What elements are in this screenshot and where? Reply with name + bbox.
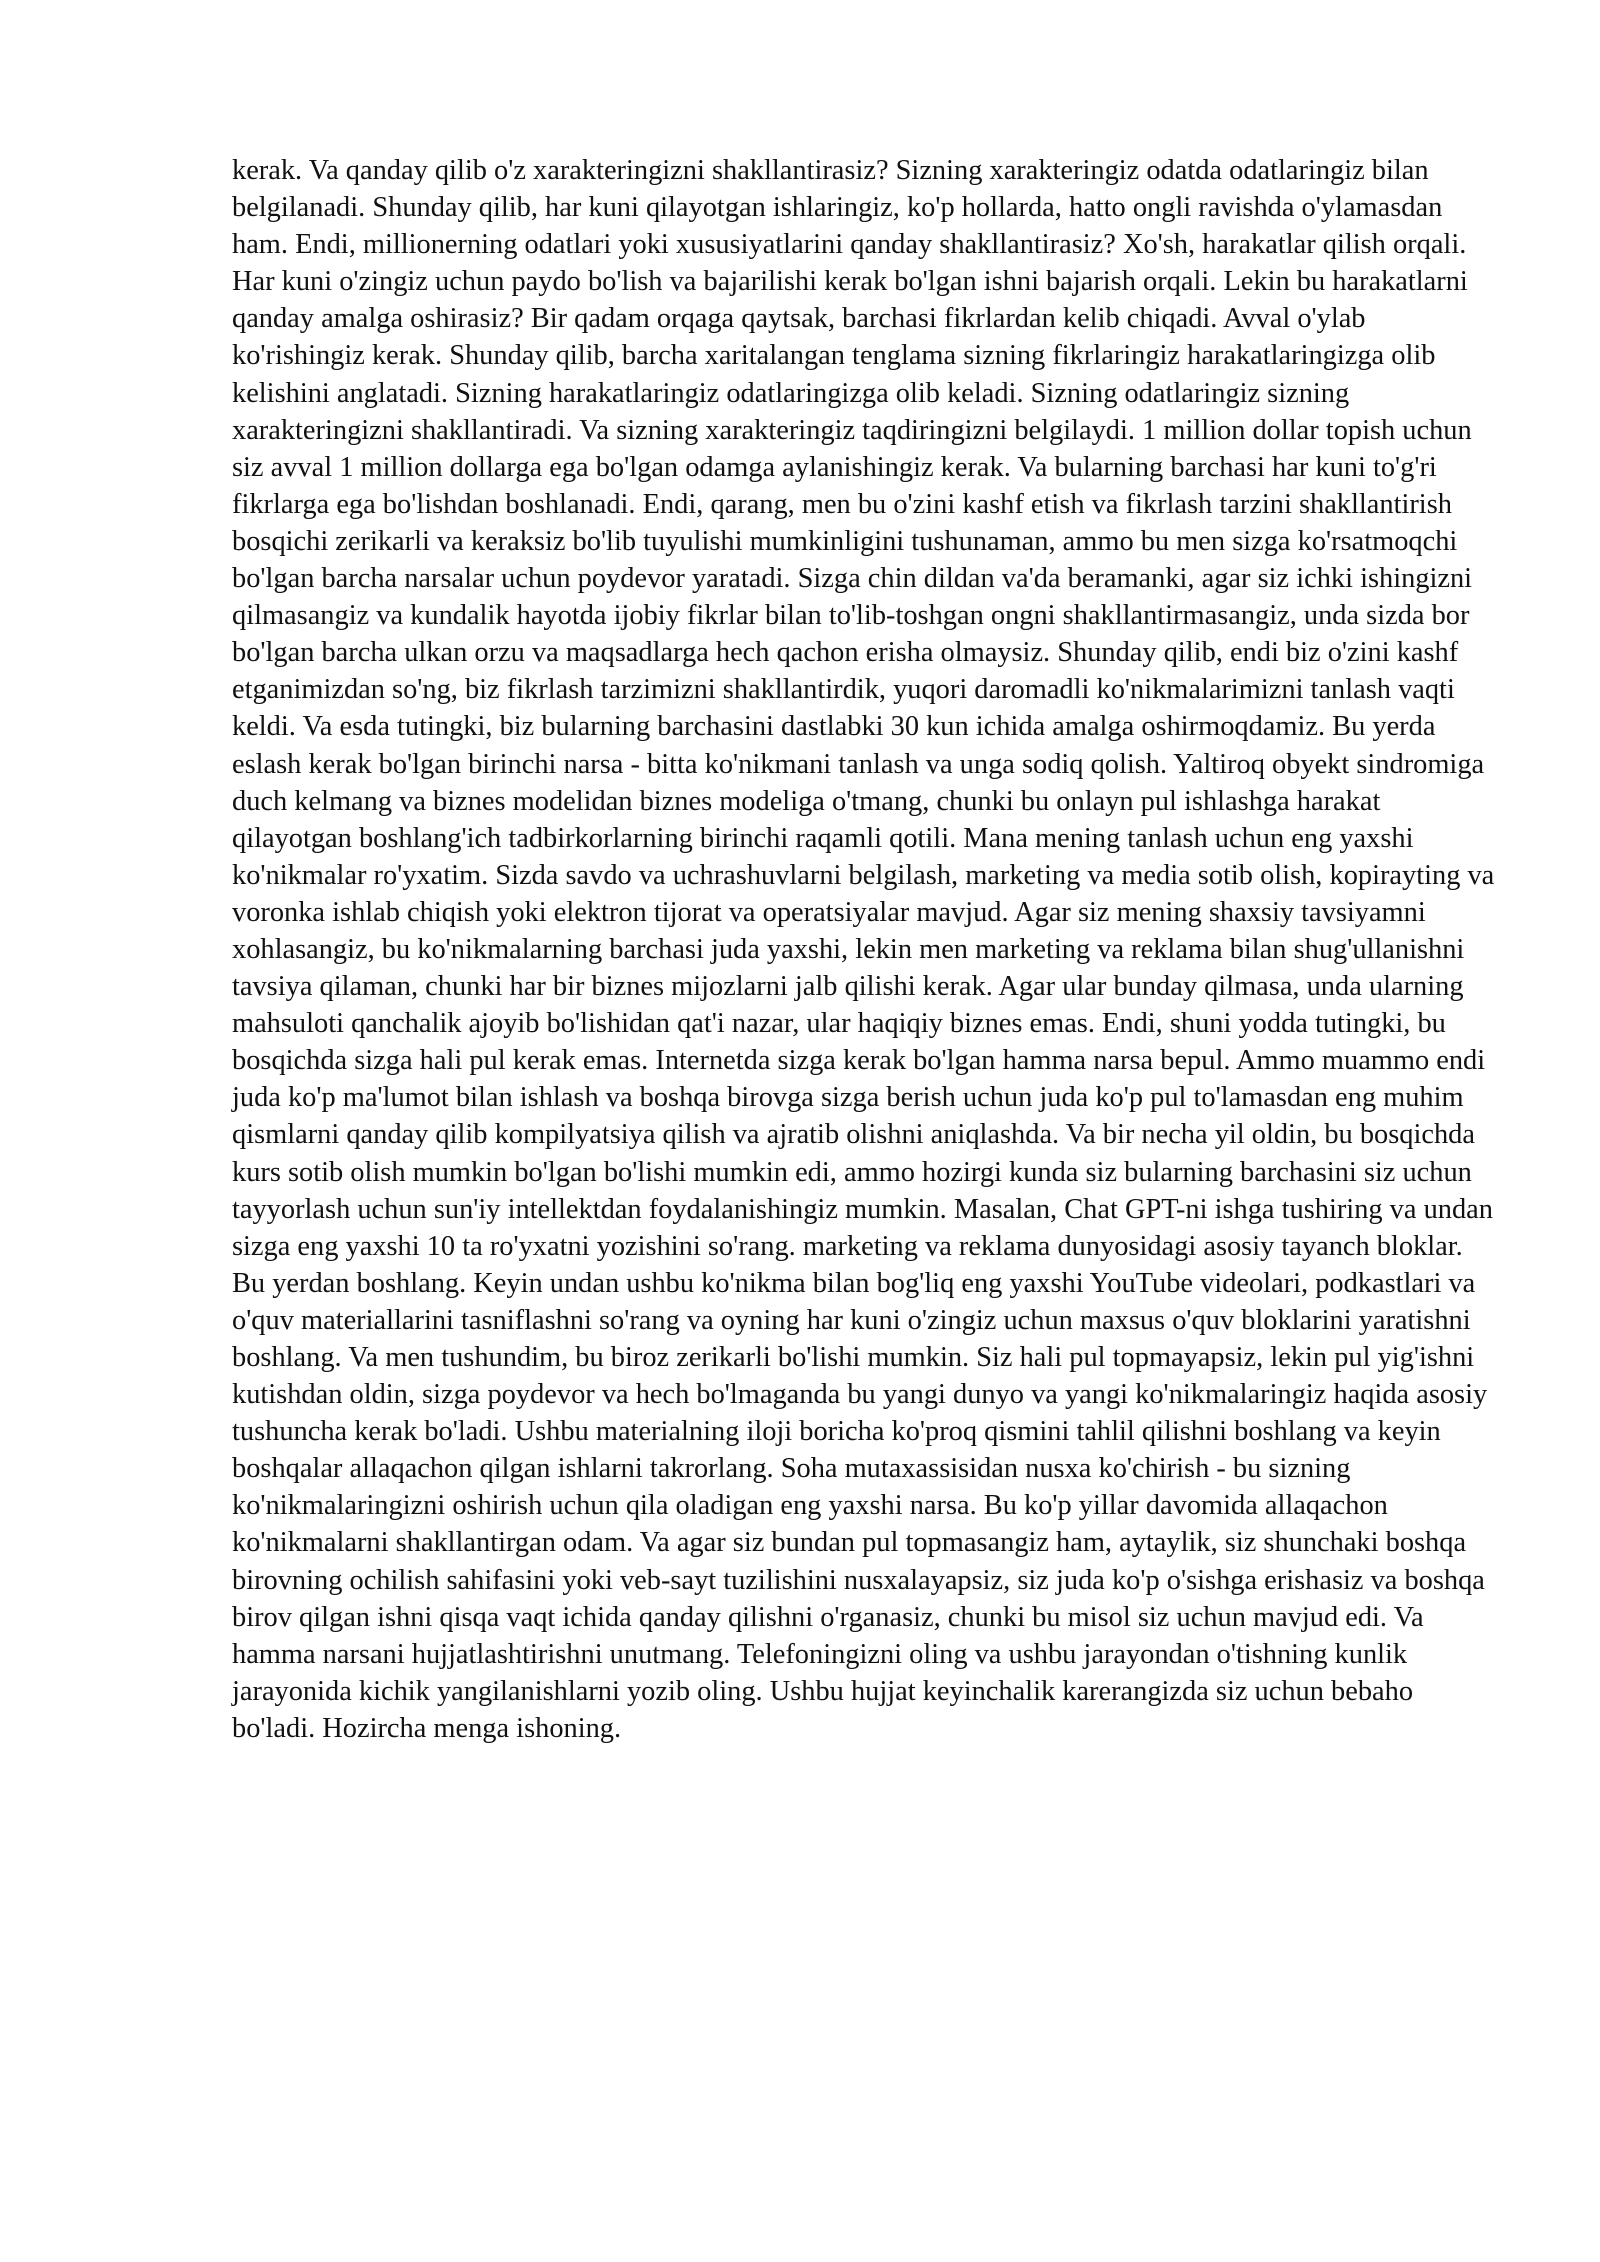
document-body: [232, 152, 1500, 1747]
paragraph-2: Bu yerdan boshlang. Keyin undan ushbu ko'nikma bilan bog'liq eng yaxshi YouTube videolari, podkastlari va o'quv materiallarini tasniflashni so'rang va oyning har kuni o'zingiz uchun maxsus o'quv bloklarini yaratishni boshlang. Va men tushundim, bu biroz zerikarli bo'lishi mumkin. Siz hali pul topmayapsiz, lekin pul yig'ishni kutishdan oldin, sizga poydevor va hech bo'lmaganda bu yangi dunyo va yangi ko'nikmalaringiz haqida asosiy tushuncha kerak bo'ladi. Ushbu materialning iloji boricha ko'proq qismini tahlil qilishni boshlang va keyin boshqalar allaqachon qilgan ishlarni takrorlang. Soha mutaxassisidan nusxa ko'chirish - bu sizning ko'nikmalaringizni oshirish uchun qila oladigan eng yaxshi narsa. Bu ko'p yillar davomida allaqachon ko'nikmalarni shakllantirgan odam. Va agar siz bundan pul topmasangiz ham, aytaylik, siz shunchaki boshqa birovning ochilish sahifasini yoki veb-sayt tuzilishini nusxalayapsiz, siz juda ko'p o'sishga erishasiz va boshqa birov qilgan ishni qisqa vaqt ichida qanday qilishni o'rganasiz, chunki bu misol siz uchun mavjud edi. Va hamma narsani hujjatlashtirishni unutmang. Telefoningizni oling va ushbu jarayondan o'tishning kunlik jarayonida kichik yangilanishlarni yozib oling. Ushbu hujjat keyinchalik karerangizda siz uchun bebaho bo'ladi. Hozircha menga ishoning.: [232, 1267, 1488, 1744]
paragraph-1: kerak. Va qanday qilib o'z xarakteringizni shakllantirasiz? Sizning xarakteringiz odatda odatlaringiz bilan belgilanadi. Shunday qilib, har kuni qilayotgan ishlaringiz, ko'p hollarda, hatto ongli ravishda o'ylamasdan ham. Endi, millionerning odatlari yoki xususiyatlarini qanday shakllantirasiz? Xo'sh, harakatlar qilish orqali. Har kuni o'zingiz uchun paydo bo'lish va bajarilishi kerak bo'lgan ishni bajarish orqali. Lekin bu harakatlarni qanday amalga oshirasiz? Bir qadam orqaga qaytsak, barchasi fikrlardan kelib chiqadi. Avval o'ylab ko'rishingiz kerak. Shunday qilib, barcha xaritalangan tenglama sizning fikrlaringiz harakatlaringizga olib kelishini anglatadi. Sizning harakatlaringiz odatlaringizga olib keladi. Sizning odatlaringiz sizning xarakteringizni shakllantiradi. Va sizning xarakteringiz taqdiringizni belgilaydi. 1 million dollar topish uchun siz avval 1 million dollarga ega bo'lgan odamga aylanishingiz kerak. Va bularning barchasi har kuni to'g'ri fikrlarga ega bo'lishdan boshlanadi. Endi, qarang, men bu o'zini kashf etish va fikrlash tarzini shakllantirish bosqichi zerikarli va keraksiz bo'lib tuyulishi mumkinligini tushunaman, ammo bu men sizga ko'rsatmoqchi bo'lgan barcha narsalar uchun poydevor yaratadi. Sizga chin dildan va'da beramanki, agar siz ichki ishingizni qilmasangiz va kundalik hayotda ijobiy fikrlar bilan to'lib-toshgan ongni shakllantirmasangiz, unda sizda bor bo'lgan barcha ulkan orzu va maqsadlarga hech qachon erisha olmaysiz. Shunday qilib, endi biz o'zini kashf etganimizdan so'ng, biz fikrlash tarzimizni shakllantirdik, yuqori daromadli ko'nikmalarimizni tanlash vaqti keldi. Va esda tutingki, biz bularning barchasini dastlabki 30 kun ichida amalga oshirmoqdamiz. Bu yerda eslash kerak bo'lgan birinchi narsa - bitta ko'nikmani tanlash va unga sodiq qolish. Yaltiroq obyekt sindromiga duch kelmang va biznes modelidan biznes modeliga o'tmang, chunki bu onlayn pul ishlashga harakat qilayotgan boshlang'ich tadbirkorlarning birinchi raqamli qotili. Mana mening tanlash uchun eng yaxshi ko'nikmalar ro'yxatim. Sizda savdo va uchrashuvlarni belgilash, marketing va media sotib olish, kopirayting va voronka ishlab chiqish yoki elektron tijorat va operatsiyalar mavjud. Agar siz mening shaxsiy tavsiyamni xohlasangiz, bu ko'nikmalarning barchasi juda yaxshi, lekin men marketing va reklama bilan shug'ullanishni tavsiya qilaman, chunki har bir biznes mijozlarni jalb qilishi kerak. Agar ular bunday qilmasa, unda ularning mahsuloti qanchalik ajoyib bo'lishidan qat'i nazar, ular haqiqiy biznes emas. Endi, shuni yodda tutingki, bu bosqichda sizga hali pul kerak emas. Internetda sizga kerak bo'lgan hamma narsa bepul. Ammo muammo endi juda ko'p ma'lumot bilan ishlash va boshqa birovga sizga berish uchun juda ko'p pul to'lamasdan eng muhim qismlarni qanday qilib kompilyatsiya qilish va ajratib olishni aniqlashda. Va bir necha yil oldin, bu bosqichda kurs sotib olish mumkin bo'lgan bo'lishi mumkin edi, ammo hozirgi kunda siz bularning barchasini siz uchun tayyorlash uchun sun'iy intellektdan foydalanishingiz mumkin. Masalan, Chat GPT-ni ishga tushiring va undan sizga eng yaxshi 10 ta ro'yxatni yozishini so'rang. marketing va reklama dunyosidagi asosiy tayanch bloklar.: [232, 155, 1495, 1262]
